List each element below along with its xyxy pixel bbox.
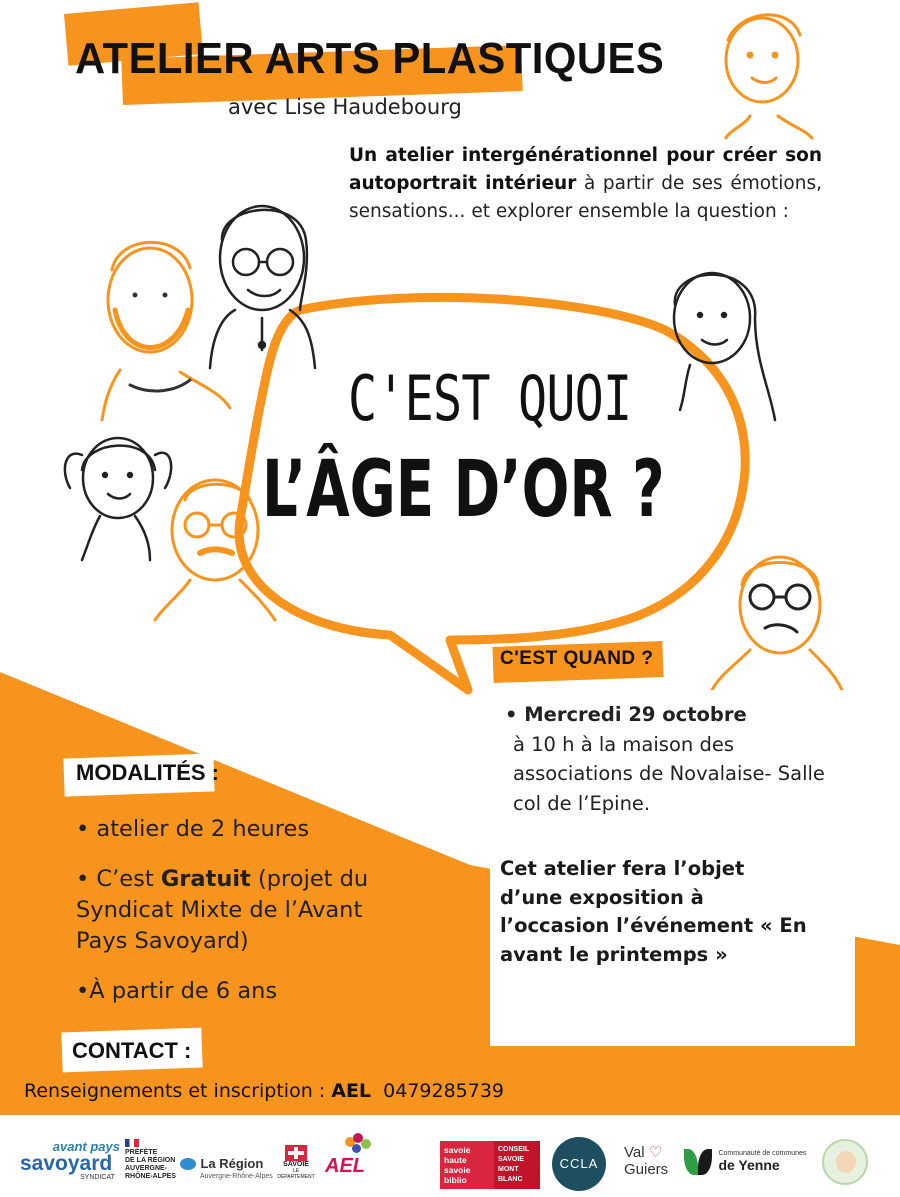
biblio-line-3: savoie (444, 1165, 471, 1175)
question-line-2: L’ÂGE D’OR ? (262, 445, 665, 535)
when-text (505, 700, 840, 818)
portrait-illustration-logo (822, 1139, 868, 1185)
logo-region (180, 1155, 273, 1180)
modalites-item-1: • atelier de 2 heures (76, 816, 310, 842)
logo-prefete (125, 1139, 176, 1181)
avant-pays-top: avant pays (52, 1139, 120, 1154)
prefete-line-1: PRÉFÈTE (125, 1149, 158, 1156)
poster-title: ATELIER ARTS PLASTIQUES (75, 34, 665, 83)
ael-flower-icon (337, 1133, 377, 1155)
face-illustration-older-man (155, 480, 275, 620)
avant-pays-bottom: savoyard (20, 1152, 113, 1175)
yenne-leaf-icon (684, 1145, 714, 1177)
intro-text (349, 142, 822, 226)
contact-info (24, 1080, 504, 1102)
contact-org: AEL (331, 1080, 372, 1102)
question-line-1: C'EST QUOI (348, 362, 632, 435)
contact-phone: 0479285739 (383, 1080, 505, 1102)
prefete-flag-icon (125, 1139, 139, 1147)
logo-val-guiers (624, 1143, 668, 1178)
modalites-list (76, 814, 396, 1026)
prefete-line-4: RHÔNE-ALPES (125, 1173, 176, 1180)
event-text: Cet atelier fera l’objet d’une exposition à l’occasion l’événement « En avant le printemps » (500, 857, 807, 966)
biblio-line-2: haute (444, 1155, 467, 1165)
face-illustration-bearded-man (102, 242, 230, 420)
modalites-item-2-pre: • C’est (76, 866, 161, 892)
yenne-line-1: Communauté de communes (718, 1149, 807, 1157)
conseil-line-4: BLANC (498, 1176, 523, 1183)
region-title: La Région (200, 1156, 264, 1171)
face-illustration-man-glasses (712, 557, 842, 690)
poster-subtitle: avec Lise Haudebourg (228, 95, 462, 119)
yenne-line-2: de Yenne (718, 1156, 780, 1173)
savoie-label: SAVOIE (283, 1161, 309, 1168)
face-illustration-girl (65, 438, 171, 560)
modalites-item-2-bold: Gratuit (160, 866, 251, 892)
face-illustration-top-right (726, 15, 812, 138)
when-label: C'EST QUAND ? (500, 648, 654, 669)
logo-biblio (440, 1141, 494, 1189)
logo-ccla (552, 1137, 606, 1191)
heart-icon: ♡ (649, 1144, 663, 1161)
modalites-item-3: •À partir de 6 ans (76, 978, 278, 1004)
when-details: à 10 h à la maison des associations de Novalaise- Salle col de l’Epine. (513, 732, 825, 815)
savoie-cross-icon (285, 1145, 307, 1161)
face-illustration-woman-glasses (210, 206, 315, 368)
prefete-line-3: AUVERGNE- (125, 1165, 168, 1172)
modalites-item-2-post: (projet du Syndicat Mixte de l’Avant Pays Savoyard) (76, 866, 369, 954)
departement-label: LE DÉPARTEMENT (277, 1168, 315, 1180)
intro-bold: Un atelier intergénérationnel pour créer son autoportrait intérieur (349, 145, 822, 194)
val-label: Val (624, 1144, 645, 1161)
logo-yenne (684, 1145, 806, 1177)
region-icon (180, 1158, 196, 1170)
biblio-line-4: biblio (444, 1175, 467, 1185)
region-sub: Auvergne-Rhône-Alpes (200, 1173, 273, 1180)
ccla-label: CCLA (559, 1156, 599, 1171)
modalites-label: MODALITÉS : (76, 760, 219, 785)
when-date: • Mercredi 29 octobre (505, 703, 747, 726)
prefete-line-2: DE LA RÉGION (125, 1157, 176, 1164)
conseil-line-1: CONSEIL (498, 1146, 530, 1153)
contact-label: CONTACT : (72, 1038, 192, 1063)
biblio-line-1: savoie (444, 1145, 471, 1155)
logo-avant-pays-savoyard (20, 1139, 120, 1181)
face-illustration-bearded-man-features (133, 293, 168, 298)
modalites-item-2 (76, 864, 396, 957)
logo-strip (0, 1115, 900, 1197)
guiers-label: Guiers (624, 1161, 669, 1178)
logo-conseil-savoie-mont-blanc (494, 1141, 540, 1189)
avant-pays-syndicat: SYNDICAT (80, 1174, 115, 1181)
logo-ael (325, 1133, 380, 1178)
conseil-line-3: MONT (498, 1166, 519, 1173)
conseil-line-2: SAVOIE (498, 1156, 524, 1163)
intro-rest: à partir de ses émotions, sensations... et explorer ensemble la question : (349, 173, 822, 222)
ael-label: AEL (325, 1155, 365, 1177)
logo-savoie-departement (276, 1145, 316, 1180)
contact-info-label: Renseignements et inscription : (24, 1080, 332, 1102)
